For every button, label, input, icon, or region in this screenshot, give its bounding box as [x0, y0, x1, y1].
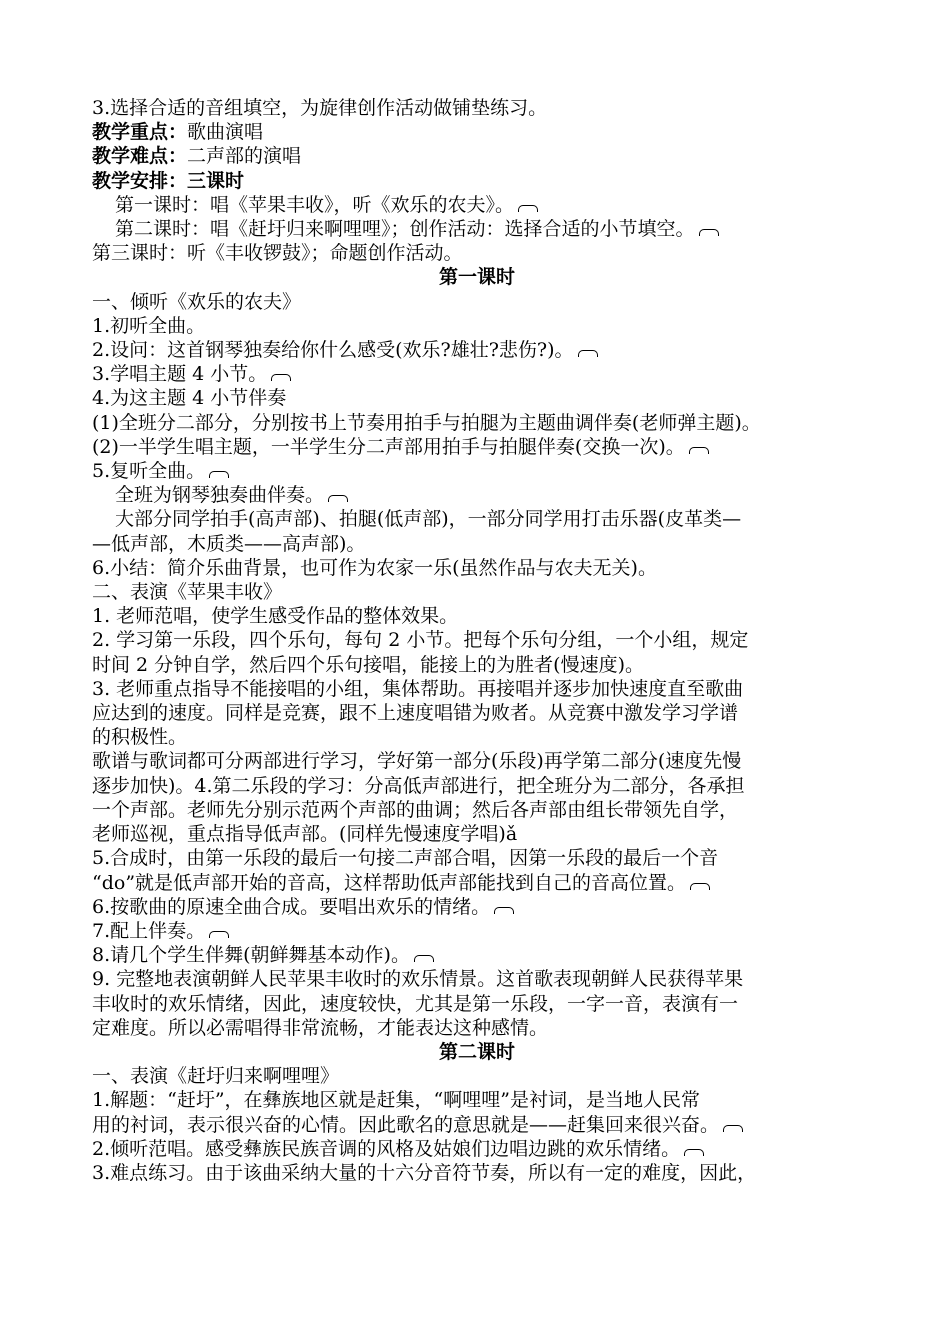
line-text: 歌谱与歌词都可分两部进行学习，学好第一部分(乐段)再学第二部分(速度先慢	[92, 750, 742, 773]
line-text: 2.倾听范唱。感受彝族民族音调的风格及姑娘们边唱边跳的欢乐情绪。	[92, 1137, 681, 1160]
section-heading	[92, 1040, 862, 1064]
text-line	[92, 725, 862, 749]
line-text: 一、倾听《欢乐的农夫》	[92, 290, 302, 313]
document-page	[92, 96, 862, 1185]
line-text: 6.按歌曲的原速全曲合成。要唱出欢乐的情绪。	[92, 895, 491, 918]
text-line	[92, 653, 862, 677]
line-text: 二声部的演唱	[187, 145, 302, 168]
text-line	[92, 411, 862, 435]
text-line	[92, 701, 862, 725]
text-line	[92, 96, 862, 120]
line-text: 3.学唱主题 4 小节。	[92, 363, 268, 386]
line-text: 6.小结：简介乐曲背景，也可作为农家一乐(虽然作品与农夫无关)。	[92, 556, 657, 579]
text-line	[92, 338, 862, 362]
line-text: 3. 老师重点指导不能接唱的小组，集体帮助。再接唱并逐步加快速度直至歌曲	[92, 677, 744, 700]
line-text: 二、表演《苹果丰收》	[92, 581, 283, 604]
text-line	[92, 193, 862, 217]
text-line	[92, 871, 862, 895]
text-line	[92, 1088, 862, 1112]
paragraph-mark-icon	[690, 883, 710, 890]
line-text: 3.难点练习。由于该曲采纳大量的十六分音符节奏，所以有一定的难度，因此，	[92, 1161, 757, 1184]
text-line	[92, 459, 862, 483]
line-text: 三课时	[187, 169, 245, 192]
line-text: 定难度。所以必需唱得非常流畅，才能表达这种感情。	[92, 1016, 549, 1039]
text-line	[92, 895, 862, 919]
line-text: 丰收时的欢乐情绪，因此，速度较快，尤其是第一乐段，一字一音，表演有一	[92, 992, 739, 1015]
line-text: 2. 学习第一乐段，四个乐句，每句 2 小节。把每个乐句分组，一个小组，规定	[92, 629, 749, 652]
text-line	[92, 241, 862, 265]
text-line	[92, 217, 862, 241]
line-text: 第二课时：唱《赶圩归来啊哩哩》；创作活动：选择合适的小节填空。	[115, 218, 695, 241]
text-line	[92, 919, 862, 943]
line-text: 7.配上伴奏。	[92, 919, 206, 942]
line-text: 8.请几个学生伴舞(朝鲜舞基本动作)。	[92, 944, 410, 967]
text-line	[92, 604, 862, 628]
text-line	[92, 386, 862, 410]
line-text: 时间 2 分钟自学，然后四个乐句接唱，能接上的为胜者(慢速度)。	[92, 653, 644, 676]
text-line	[92, 314, 862, 338]
text-line	[92, 169, 862, 193]
text-line	[92, 1064, 862, 1088]
text-line	[92, 1137, 862, 1161]
line-text: 第一课时	[438, 266, 515, 289]
paragraph-mark-icon	[494, 907, 514, 914]
text-line	[92, 1161, 862, 1185]
line-text: 用的衬词，表示很兴奋的心情。因此歌名的意思就是——赶集回来很兴奋。	[92, 1113, 720, 1136]
line-text: 一、表演《赶圩归来啊哩哩》	[92, 1065, 340, 1088]
text-line	[92, 435, 862, 459]
text-line	[92, 556, 862, 580]
line-text: 歌曲演唱	[187, 121, 264, 144]
line-text: 大部分同学拍手(高声部)、拍腿(低声部)，一部分同学用打击乐器(皮革类—	[115, 508, 742, 531]
text-line	[92, 774, 862, 798]
line-text: 一个声部。老师先分别示范两个声部的曲调；然后各声部由组长带领先自学，	[92, 798, 739, 821]
line-text: 的积极性。	[92, 726, 188, 749]
line-text: 第三课时：听《丰收锣鼓》；命题创作活动。	[92, 242, 463, 265]
text-line	[92, 144, 862, 168]
paragraph-mark-icon	[209, 931, 229, 938]
paragraph-mark-icon	[723, 1125, 743, 1132]
text-line	[92, 943, 862, 967]
text-line	[92, 532, 862, 556]
line-text: 全班为钢琴独奏曲伴奏。	[115, 484, 325, 507]
text-line	[92, 846, 862, 870]
line-text: 逐步加快)。4.第二乐段的学习：分高低声部进行，把全班分为二部分，各承担	[92, 774, 745, 797]
line-text: 2.设问：这首钢琴独奏给你什么感受(欢乐?雄壮?悲伤?)。	[92, 339, 574, 362]
line-text: 1.解题：“赶圩”，在彝族地区就是赶集，“啊哩哩”是衬词，是当地人民常	[92, 1089, 700, 1112]
line-text: 9. 完整地表演朝鲜人民苹果丰收时的欢乐情景。这首歌表现朝鲜人民获得苹果	[92, 968, 744, 991]
line-text: 1. 老师范唱，使学生感受作品的整体效果。	[92, 605, 459, 628]
text-line	[92, 1016, 862, 1040]
paragraph-mark-icon	[684, 1149, 704, 1156]
paragraph-mark-icon	[414, 955, 434, 962]
paragraph-mark-icon	[699, 229, 719, 236]
text-line	[92, 749, 862, 773]
text-line	[92, 120, 862, 144]
field-label: 教学重点：	[92, 121, 188, 144]
text-line	[92, 507, 862, 531]
text-line	[92, 483, 862, 507]
line-text: 5.合成时，由第一乐段的最后一句接二声部合唱，因第一乐段的最后一个音	[92, 847, 719, 870]
line-text: 第一课时：唱《苹果丰收》，听《欢乐的农夫》。	[115, 193, 515, 216]
line-text: 5.复听全曲。	[92, 460, 206, 483]
paragraph-mark-icon	[578, 350, 598, 357]
paragraph-mark-icon	[689, 447, 709, 454]
line-text: (2)一半学生唱主题，一半学生分二声部用拍手与拍腿伴奏(交换一次)。	[92, 435, 685, 458]
text-line	[92, 362, 862, 386]
text-line	[92, 1113, 862, 1137]
paragraph-mark-icon	[209, 471, 229, 478]
text-line	[92, 967, 862, 991]
text-line	[92, 677, 862, 701]
text-line	[92, 580, 862, 604]
line-text: 应达到的速度。同样是竞赛，跟不上速度唱错为败者。从竞赛中激发学习学谱	[92, 702, 739, 725]
section-heading	[92, 265, 862, 289]
line-text: —低声部，木质类——高声部)。	[92, 532, 366, 555]
text-line	[92, 992, 862, 1016]
text-line	[92, 798, 862, 822]
field-label: 教学难点：	[92, 145, 188, 168]
paragraph-mark-icon	[328, 495, 348, 502]
line-text: 4.为这主题 4 小节伴奏	[92, 387, 287, 410]
text-line	[92, 290, 862, 314]
line-text: “do”就是低声部开始的音高，这样帮助低声部能找到自己的音高位置。	[92, 871, 687, 894]
line-text: 第二课时	[438, 1040, 515, 1063]
line-text: 老师巡视，重点指导低声部。(同样先慢速度学唱)ǎ	[92, 823, 518, 846]
line-text: 3.选择合适的音组填空，为旋律创作活动做铺垫练习。	[92, 97, 548, 119]
paragraph-mark-icon	[271, 374, 291, 381]
text-line	[92, 822, 862, 846]
line-text: 1.初听全曲。	[92, 314, 206, 337]
paragraph-mark-icon	[518, 205, 538, 212]
text-line	[92, 628, 862, 652]
line-text: (1)全班分二部分，分别按书上节奏用拍手与拍腿为主题曲调伴奏(老师弹主题)。	[92, 411, 761, 434]
field-label: 教学安排：	[92, 169, 188, 192]
